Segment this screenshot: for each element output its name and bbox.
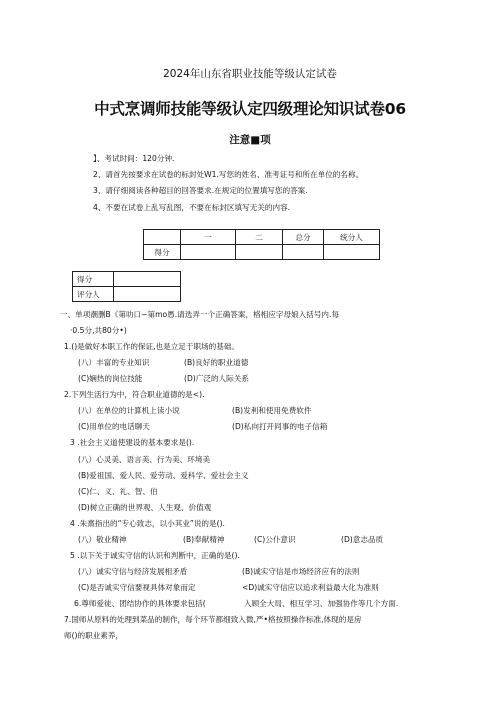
option: (八）丰富的专业知识 xyxy=(78,358,150,367)
option: (八）敬业精神 xyxy=(78,535,127,544)
exam-title: 2024年山东省职业技能等级认定试卷 xyxy=(163,68,337,80)
notice-title: 注意■项 xyxy=(229,134,271,146)
option: (D)意志品质 xyxy=(341,535,384,544)
question-stem: 5 .以下关于诚实守信的认识和判断中，正确的是(). xyxy=(70,551,240,560)
score-header-cell: 二 xyxy=(236,230,283,245)
option: (B)发利和使用免费软件 xyxy=(232,406,312,415)
grader-cell xyxy=(114,272,181,287)
score-cell xyxy=(236,245,283,260)
grader-label: 得分 xyxy=(73,272,114,287)
option: (B)奉献精神 xyxy=(183,535,225,544)
notice-item: 4、不要在试卷上乱写乱图，不要在标封区填写无关的内容. xyxy=(93,203,291,212)
notice-item: 3、请仔细阅读各种超目的回答要求.在规定的位置填写您的答案. xyxy=(93,186,308,195)
option: (C)用单位的电话聊天 xyxy=(78,422,150,431)
grader-label: 评分人 xyxy=(73,287,114,302)
score-header-cell: 统分人 xyxy=(324,230,380,245)
option: (D)私向打开同事的电子信箱 xyxy=(232,422,328,431)
score-header-cell xyxy=(144,230,181,245)
score-table xyxy=(143,229,380,260)
grader-cell xyxy=(114,287,181,302)
notice-item: 2、请首先按要求在试卷的标封处W1.写您的姓名、准考证号和所在单位的名称。 xyxy=(93,170,364,179)
option: (C)仁、义、礼、智、伯 xyxy=(78,487,158,496)
option: (八）心灵美、语言美、行为美、环境美 xyxy=(78,455,211,464)
question-stem: 2.下列生活行为中，符合职业道德的是<). xyxy=(64,390,205,399)
section-intro-cont: ·0.5分,共80分•) xyxy=(70,326,127,335)
question-stem-cont: 入顾全大局、相互学习、加强协作等几个方面. xyxy=(244,599,399,608)
question-stem: 3 .社会主义道使建设的基本要求是(). xyxy=(70,438,195,447)
option: (D)广泛的人际关系 xyxy=(184,374,249,383)
option: (八）诚实守信与经济发展相矛盾 xyxy=(78,567,188,576)
question-stem-cont: 师()的职业素养， xyxy=(64,631,124,640)
question-stem: 1.()是做好本职工作的保证,也是立足于职场的基础。 xyxy=(64,342,240,351)
paper-title: 中式烹调师技能等级认定四级理论知识试卷06 xyxy=(94,100,406,118)
option: (八）在单位的计算机上读小说 xyxy=(78,406,180,415)
option: (B)良好的职业道德 xyxy=(184,358,249,367)
option: (C)公仆意识 xyxy=(254,535,296,544)
option: (B)诚实守信是市场经济应有的法则 xyxy=(242,567,360,576)
section-intro: 一、单项潮删B《第叻口∽第mo愚.请选弄一个正确答案，格相应字母娘入括号内.每 xyxy=(60,310,340,319)
score-header-cell: 总分 xyxy=(283,230,324,245)
score-cell xyxy=(181,245,236,260)
notice-item: 】、考试时间：120分钟. xyxy=(93,154,175,163)
option: (B)爱祖国、爱人民、爱劳动、爱科学、爱社会主义 xyxy=(78,471,249,480)
option: (C)娴热的岗位技能 xyxy=(78,374,143,383)
score-header-cell: 一 xyxy=(181,230,236,245)
question-stem: 7.国师从原料的处理到菜品的制作，每个环节都细致入微,严•格按照操作标准,体现的是房 xyxy=(64,615,362,624)
question-stem: 6.尊师爱徒、团结协作的具体要求包括( xyxy=(74,599,206,608)
grader-table xyxy=(72,271,181,302)
option: <D)诚实守信应以追求利益最大化为准则 xyxy=(242,583,379,592)
score-row-label: 得分 xyxy=(144,245,181,260)
option: (C)是否诚实守信要视具体对象而定 xyxy=(78,583,196,592)
option: (D)树立正确的世界观、人生观、价值观 xyxy=(78,503,212,512)
score-cell xyxy=(283,245,324,260)
score-cell xyxy=(324,245,380,260)
question-stem: 4 .朱熹指出的“专心致志，以小其业”说的是(). xyxy=(70,519,225,528)
